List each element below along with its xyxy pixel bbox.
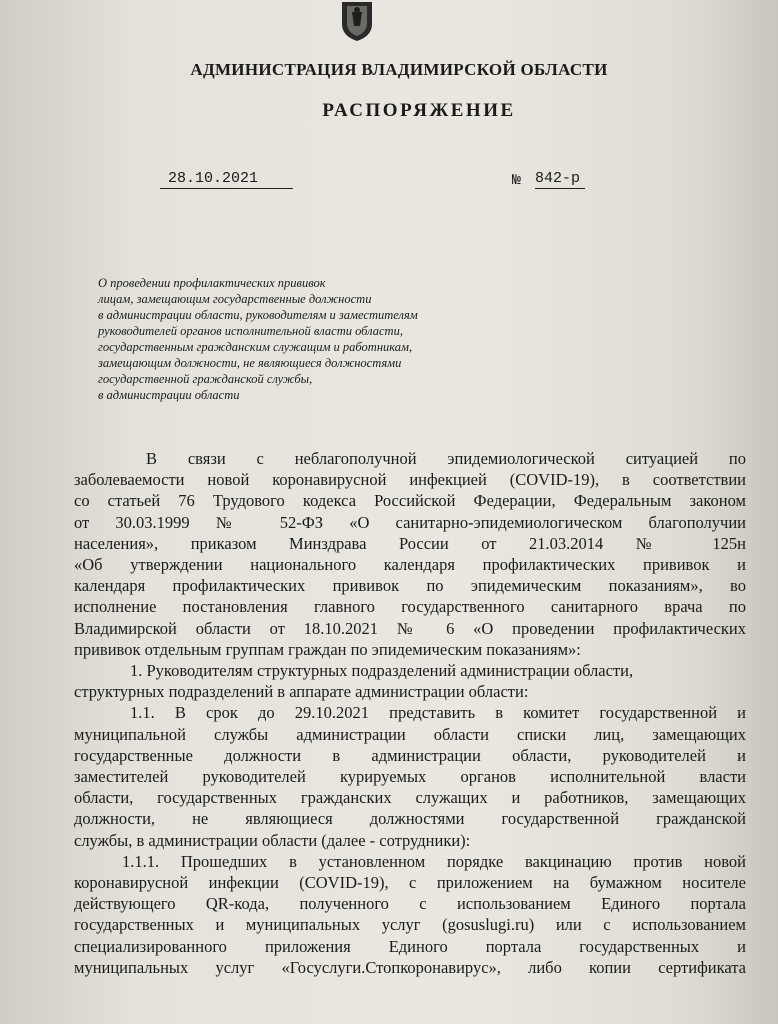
coat-of-arms-icon [340, 0, 374, 42]
document-subject [98, 275, 518, 403]
body-line: исполнение постановления главного государственного санитарного врача по [74, 597, 746, 617]
body-line: прививок отдельным группам граждан по эпидемическим показаниям»: [74, 639, 581, 659]
organization-title: АДМИНИСТРАЦИЯ ВЛАДИМИРСКОЙ ОБЛАСТИ [190, 60, 608, 79]
body-line: «Об утверждении национального календаря профилактических прививок и [74, 555, 746, 575]
subject-line: замещающим должности, не являющиеся должностями [98, 356, 402, 370]
number-label: № [512, 172, 522, 189]
document-body [74, 448, 746, 978]
body-line: структурных подразделений в аппарате администрации области: [74, 682, 529, 702]
body-line: населения», приказом Минздрава России от 21.03.2014 № 125н [74, 533, 746, 553]
body-line: 1.1. В срок до 29.10.2021 представить в комитет государственной и [130, 703, 746, 723]
subject-line: О проведении профилактических прививок [98, 276, 326, 290]
subject-line: руководителей органов исполнительной власти области, [98, 324, 403, 338]
body-line: со статьей 76 Трудового кодекса Российской Федерации, Федеральным законом [74, 491, 746, 511]
body-line: государственных и муниципальных услуг (gosuslugi.ru) или с использованием [74, 915, 746, 935]
document-date: 28.10.2021 [160, 170, 293, 189]
body-line: действующего QR-кода, полученного с использованием Единого портала [74, 894, 746, 914]
subject-line: государственным гражданским служащим и работникам, [98, 340, 413, 354]
document-type: РАСПОРЯЖЕНИЕ [322, 100, 516, 121]
subject-line: в администрации области [98, 388, 240, 402]
document-number: 842-р [535, 170, 585, 189]
body-line: области, государственных гражданских служащих и работников, замещающих [74, 788, 746, 808]
subject-line: лицам, замещающим государственные должности [98, 292, 372, 306]
body-line: коронавирусной инфекции (COVID-19), с приложением на бумажном носителе [74, 873, 746, 893]
body-line: заболеваемости новой коронавирусной инфекцией (COVID-19), в соответствии [74, 470, 746, 490]
body-line: В связи с неблагополучной эпидемиологической ситуацией по [146, 449, 746, 468]
body-line: заместителей руководителей курируемых органов исполнительной власти [74, 767, 746, 787]
body-line: от 30.03.1999 № 52-ФЗ «О санитарно-эпидемиологическом благополучии [74, 512, 746, 532]
body-line: 1.1.1. Прошедших в установленном порядке вакцинацию против новой [122, 851, 746, 871]
body-line: 1. Руководителям структурных подразделений администрации области, [130, 661, 634, 681]
subject-line: в администрации области, руководителям и заместителям [98, 308, 418, 322]
body-line: специализированного приложения Единого портала государственных и [74, 936, 746, 956]
body-line: муниципальных услуг «Госуслуги.Стопкоронавирус», либо копии сертификата [74, 957, 746, 977]
body-line: Владимирской области от 18.10.2021 № 6 «О проведении профилактических [74, 618, 746, 638]
subject-line: государственной гражданской службы, [98, 372, 313, 386]
body-line: муниципальной службы администрации области списки лиц, замещающих [74, 724, 746, 744]
body-line: календаря профилактических прививок по эпидемическим показаниям», во [74, 576, 746, 596]
body-line: должности, не являющиеся должностями государственной гражданской [74, 809, 746, 829]
body-line: государственные должности в администрации области, руководителей и [74, 745, 746, 765]
body-line: службы, в администрации области (далее - сотрудники): [74, 830, 471, 850]
